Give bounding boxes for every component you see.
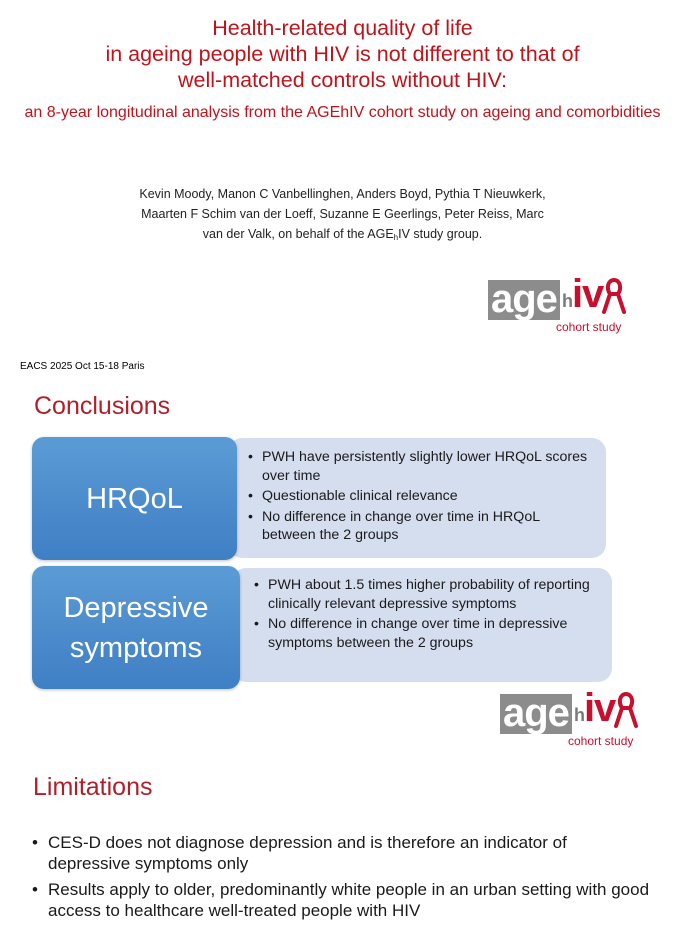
limitations-heading: Limitations	[33, 773, 153, 801]
depressive-panel	[232, 568, 612, 682]
logo-h-text: h	[573, 705, 584, 725]
list-item: • Questionable clinical relevance	[248, 487, 588, 506]
logo-iv-text: iv	[583, 686, 616, 730]
author-subscript: h	[393, 233, 399, 242]
list-item: • CES-D does not diagnose depression and is therefore an indicator of depressive symptoms only	[32, 832, 652, 874]
conclusions-heading: Conclusions	[34, 392, 171, 420]
logo-hiv-text	[561, 272, 604, 320]
title-line: in ageing people with HIV is not different to that of	[105, 42, 580, 66]
list-item: • No difference in change over time in HRQoL between the 2 groups	[248, 508, 588, 545]
depressive-label: Depressive symptoms	[63, 591, 209, 664]
title-line: Health-related quality of life	[212, 16, 473, 40]
author-list	[70, 184, 615, 248]
logo-tagline: cohort study	[556, 320, 622, 334]
logo-age-text: age	[488, 280, 560, 320]
agehiv-logo	[500, 686, 648, 754]
author-line-text: IV study group.	[398, 227, 483, 241]
depressive-bullets	[254, 576, 599, 654]
hrqol-box	[32, 437, 237, 560]
logo-tagline: cohort study	[568, 734, 634, 748]
author-line-text: van der Valk, on behalf of the AGE	[202, 227, 394, 241]
agehiv-logo	[488, 272, 636, 340]
list-item: • PWH have persistently slightly lower HRQoL scores over time	[248, 448, 588, 485]
logo-iv-text: iv	[571, 272, 604, 316]
title-line: well-matched controls without HIV:	[178, 68, 507, 92]
poster-title	[20, 15, 665, 93]
meeting-info: EACS 2025 Oct 15-18 Paris	[20, 361, 145, 372]
list-item: • Results apply to older, predominantly white people in an urban setting with good access to healthcare well-treated people with HIV	[32, 879, 652, 921]
red-ribbon-icon	[600, 276, 628, 316]
author-line	[70, 224, 615, 248]
hrqol-bullets	[248, 448, 588, 547]
logo-h-text: h	[561, 291, 572, 311]
depressive-box	[32, 566, 240, 689]
limitations-list	[32, 832, 652, 926]
logo-age-text: age	[500, 694, 572, 734]
author-line: Maarten F Schim van der Loeff, Suzanne E Geerlings, Peter Reiss, Marc	[141, 207, 544, 221]
poster-subtitle: an 8-year longitudinal analysis from the AGEhIV cohort study on ageing and comorbidities	[24, 104, 661, 121]
list-item: • No difference in change over time in depressive symptoms between the 2 groups	[254, 615, 599, 652]
logo-wordmark	[488, 272, 604, 321]
author-line: Kevin Moody, Manon C Vanbellinghen, Anders Boyd, Pythia T Nieuwkerk,	[139, 187, 546, 201]
hrqol-panel	[228, 438, 606, 558]
red-ribbon-icon	[612, 690, 640, 730]
logo-wordmark	[500, 686, 616, 735]
hrqol-label: HRQoL	[86, 482, 183, 515]
logo-hiv-text	[573, 686, 616, 734]
list-item: • PWH about 1.5 times higher probability of reporting clinically relevant depressive symptoms	[254, 576, 599, 613]
